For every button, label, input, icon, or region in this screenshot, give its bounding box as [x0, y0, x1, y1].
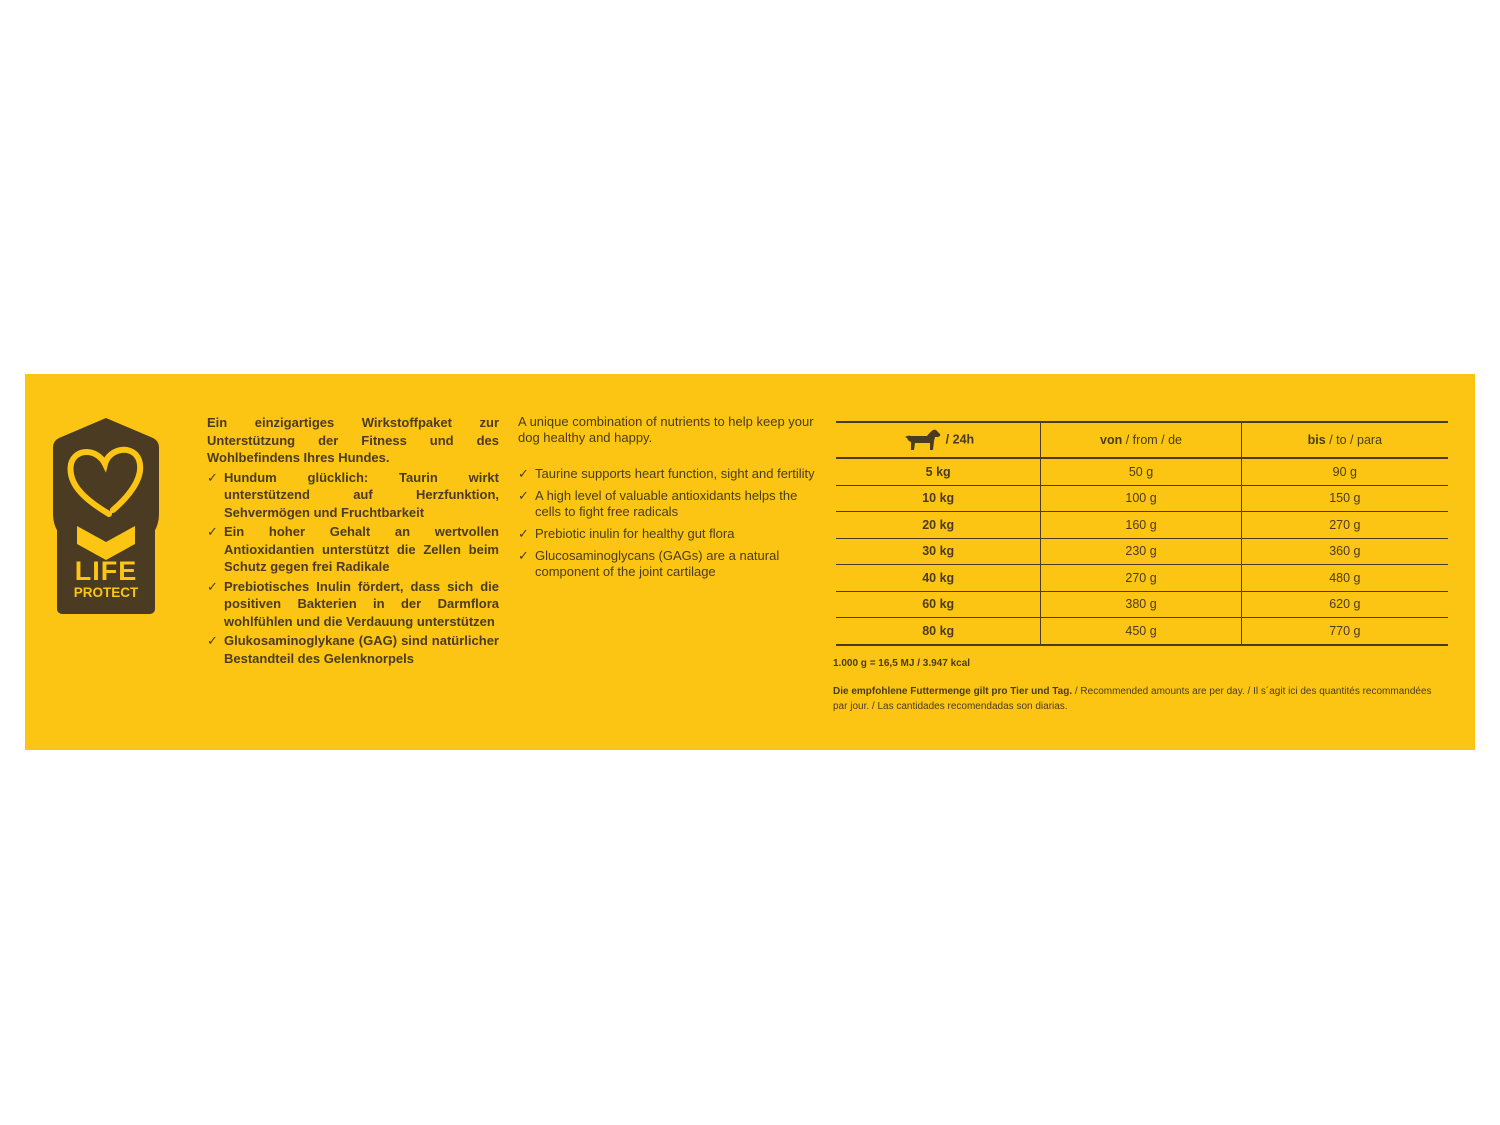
- energy-value: 1.000 g = 16,5 MJ / 3.947 kcal: [833, 658, 971, 669]
- german-benefits-list: [207, 469, 499, 668]
- list-item: ✓ Prebiotisches Inulin fördert, dass sich die positiven Bakterien in der Darmflora wohlfühlen und die Verdauung unterstützen: [207, 578, 499, 629]
- table-row: 5 kg 50 g 90 g: [836, 458, 1448, 485]
- logo-line-life: LIFE: [74, 556, 138, 586]
- feeding-note: [833, 684, 1433, 714]
- checkmark-icon: ✓: [207, 469, 218, 485]
- english-intro: A unique combination of nutrients to help keep your dog healthy and happy.: [518, 414, 814, 445]
- list-item: ✓ Taurine supports heart function, sight and fertility: [518, 466, 815, 481]
- checkmark-icon: ✓: [518, 548, 529, 563]
- checkmark-icon: ✓: [518, 526, 529, 541]
- list-item: ✓ Hundum glücklich: Taurin wirkt unterstützend auf Herzfunktion, Sehvermögen und Fruchtbarkeit: [207, 469, 499, 520]
- german-intro: Ein einzigartiges Wirkstoffpaket zur Unterstützung der Fitness und des Wohlbefindens Ihres Hundes.: [207, 415, 499, 465]
- header-from: von / from / de: [1041, 422, 1241, 458]
- checkmark-icon: ✓: [207, 578, 218, 594]
- english-benefits-column: [518, 414, 816, 586]
- german-benefits-column: [207, 414, 499, 667]
- list-item: ✓ Glukosaminoglykane (GAG) sind natürlicher Bestandteil des Gelenknorpels: [207, 633, 499, 666]
- header-dog-per-day: / 24h: [836, 422, 1041, 458]
- checkmark-icon: ✓: [207, 633, 218, 648]
- table-row: 80 kg 450 g 770 g: [836, 618, 1448, 645]
- table-row: 40 kg 270 g 480 g: [836, 565, 1448, 592]
- table-row: 60 kg 380 g 620 g: [836, 591, 1448, 618]
- checkmark-icon: ✓: [518, 488, 529, 503]
- list-item: ✓ Ein hoher Gehalt an wertvollen Antioxidantien unterstützt die Zellen beim Schutz gegen frei Radikale: [207, 524, 499, 574]
- table-row: 20 kg 160 g 270 g: [836, 512, 1448, 539]
- list-item: ✓ A high level of valuable antioxidants helps the cells to fight free radicals: [518, 488, 798, 519]
- english-benefits-list: [518, 466, 816, 580]
- list-item: ✓ Glucosaminoglycans (GAGs) are a natural component of the joint cartilage: [518, 548, 780, 579]
- feeding-note-german: Die empfohlene Futtermenge gilt pro Tier und Tag.: [833, 686, 1073, 697]
- feeding-note-translations: / Recommended amounts are per day. / Il s´agit ici des quantités recommandées par jour. / Las cantidades recomendadas son diarias.: [833, 686, 1432, 712]
- table-row: 30 kg 230 g 360 g: [836, 538, 1448, 565]
- feeding-table: [836, 421, 1448, 646]
- logo-line-protect: PROTECT: [73, 585, 139, 600]
- header-to: bis / to / para: [1241, 422, 1448, 458]
- checkmark-icon: ✓: [207, 524, 218, 539]
- dog-icon: [902, 428, 942, 452]
- table-header-row: [836, 422, 1448, 458]
- list-item: ✓ Prebiotic inulin for healthy gut flora: [518, 526, 735, 541]
- product-info-panel: [25, 374, 1475, 750]
- checkmark-icon: ✓: [518, 466, 529, 481]
- logo-wordmark: [54, 558, 158, 600]
- table-row: 10 kg 100 g 150 g: [836, 485, 1448, 512]
